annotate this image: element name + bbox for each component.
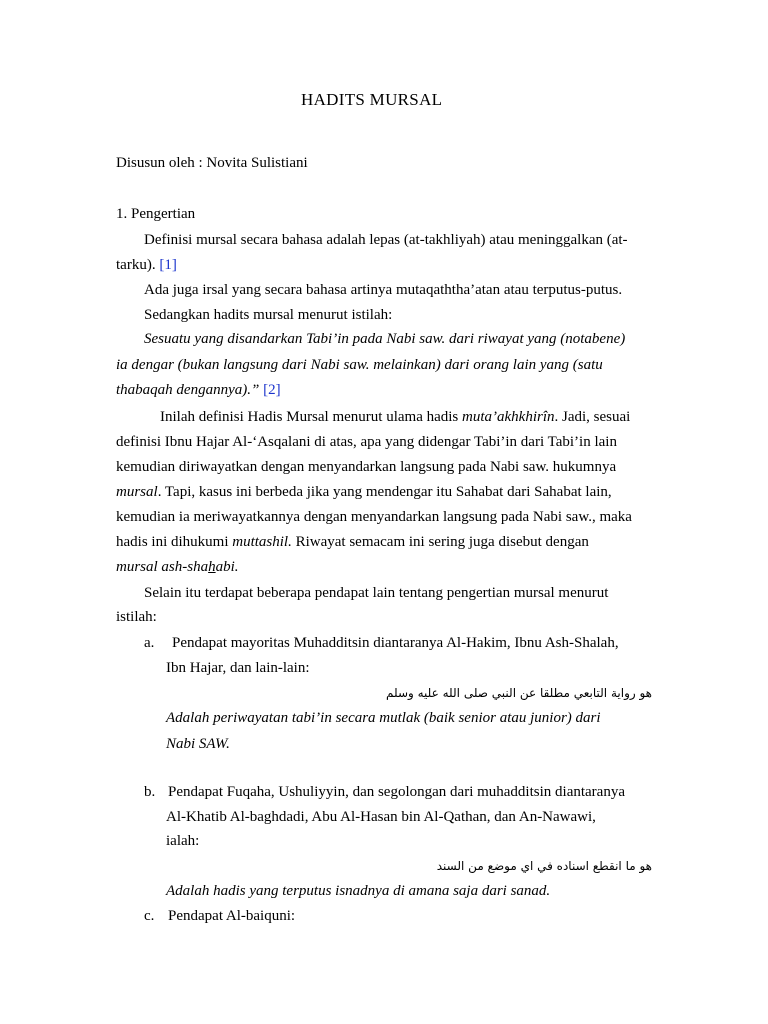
arabic-text: هو ما انقطع اسناده في اي موضع من السند [436,859,652,873]
document-title: HADITS MURSAL [301,90,443,109]
paragraph-text: . Tapi, kasus ini berbeda jika yang mendengar itu Sahabat dari Sahabat lain, [157,484,612,500]
list-item-line: ialah: [166,833,200,849]
paragraph-line: definisi Ibnu Hajar Al-‘Asqalani di atas, apa yang didengar Tabi’in dari Tabi’in lain [116,434,617,450]
footnote-link[interactable]: [1] [159,257,177,273]
section-heading: 1. Pengertian [116,206,196,222]
paragraph-line: Selain itu terdapat beberapa pendapat lain tentang pengertian mursal menurut [144,585,609,601]
term-italic: mursal [116,484,158,500]
term-underline: h [208,559,216,575]
term-italic: abi. [215,559,239,575]
footnote-link[interactable]: [2] [263,382,281,398]
list-marker: c. [144,908,155,924]
term-italic: muta’akhkhirîn [462,409,555,425]
paragraph-text: tarku). [116,257,156,273]
paragraph-text: . Jadi, sesuai [554,409,631,425]
author-line: Disusun oleh : Novita Sulistiani [116,155,308,171]
paragraph-line: Sedangkan hadits mursal menurut istilah: [144,307,393,323]
paragraph-line [116,482,612,502]
quote-line: ia dengar (bukan langsung dari Nabi saw. melainkan) dari orang lain yang (satu [116,357,603,373]
paragraph-line [116,532,589,552]
translation-line: Adalah periwayatan tabi’in secara mutlak (baik senior atau junior) dari [166,710,601,726]
arabic-text: هو رواية التابعي مطلقا عن النبي صلى الله عليه وسلم [385,686,652,700]
paragraph-line: kemudian ia meriwayatkannya dengan menyandarkan langsung pada Nabi saw., maka [116,509,632,525]
paragraph-line [116,557,239,577]
quote-text: thabaqah dengannya).” [116,382,260,398]
list-marker: a. [144,635,155,651]
list-marker: b. [144,784,156,800]
quote-line: Sesuatu yang disandarkan Tabi’in pada Nabi saw. dari riwayat yang (notabene) [144,331,626,347]
list-item-line: Pendapat Fuqaha, Ushuliyyin, dan segolongan dari muhadditsin diantaranya [168,784,625,800]
paragraph-text: Riwayat semacam ini sering juga disebut dengan [291,534,589,550]
paragraph-text: hadis ini dihukumi [116,534,233,550]
term-italic: mursal ash-sha [116,559,209,575]
paragraph-line [160,407,630,427]
paragraph-line [116,255,177,275]
translation-line: Nabi SAW. [166,736,230,752]
paragraph-text: Inilah definisi Hadis Mursal menurut ulama hadis [160,409,463,425]
list-item-line: Ibn Hajar, dan lain-lain: [166,660,310,676]
paragraph-line: Ada juga irsal yang secara bahasa artinya mutaqaththa’atan atau terputus-putus. [144,282,623,298]
paragraph-line: kemudian diriwayatkan dengan menyandarkan langsung pada Nabi saw. hukumnya [116,459,617,475]
list-item-line: Al-Khatib Al-baghdadi, Abu Al-Hasan bin Al-Qathan, dan An-Nawawi, [166,809,596,825]
list-item-line: Pendapat mayoritas Muhadditsin diantaranya Al-Hakim, Ibnu Ash-Shalah, [172,635,619,651]
quote-line [116,380,281,400]
paragraph-line: istilah: [116,609,157,625]
list-item-line: Pendapat Al-baiquni: [168,908,296,924]
translation-line: Adalah hadis yang terputus isnadnya di amana saja dari sanad. [166,883,551,899]
term-italic: muttashil. [232,534,292,550]
paragraph-line: Definisi mursal secara bahasa adalah lepas (at-takhliyah) atau meninggalkan (at- [144,232,628,248]
